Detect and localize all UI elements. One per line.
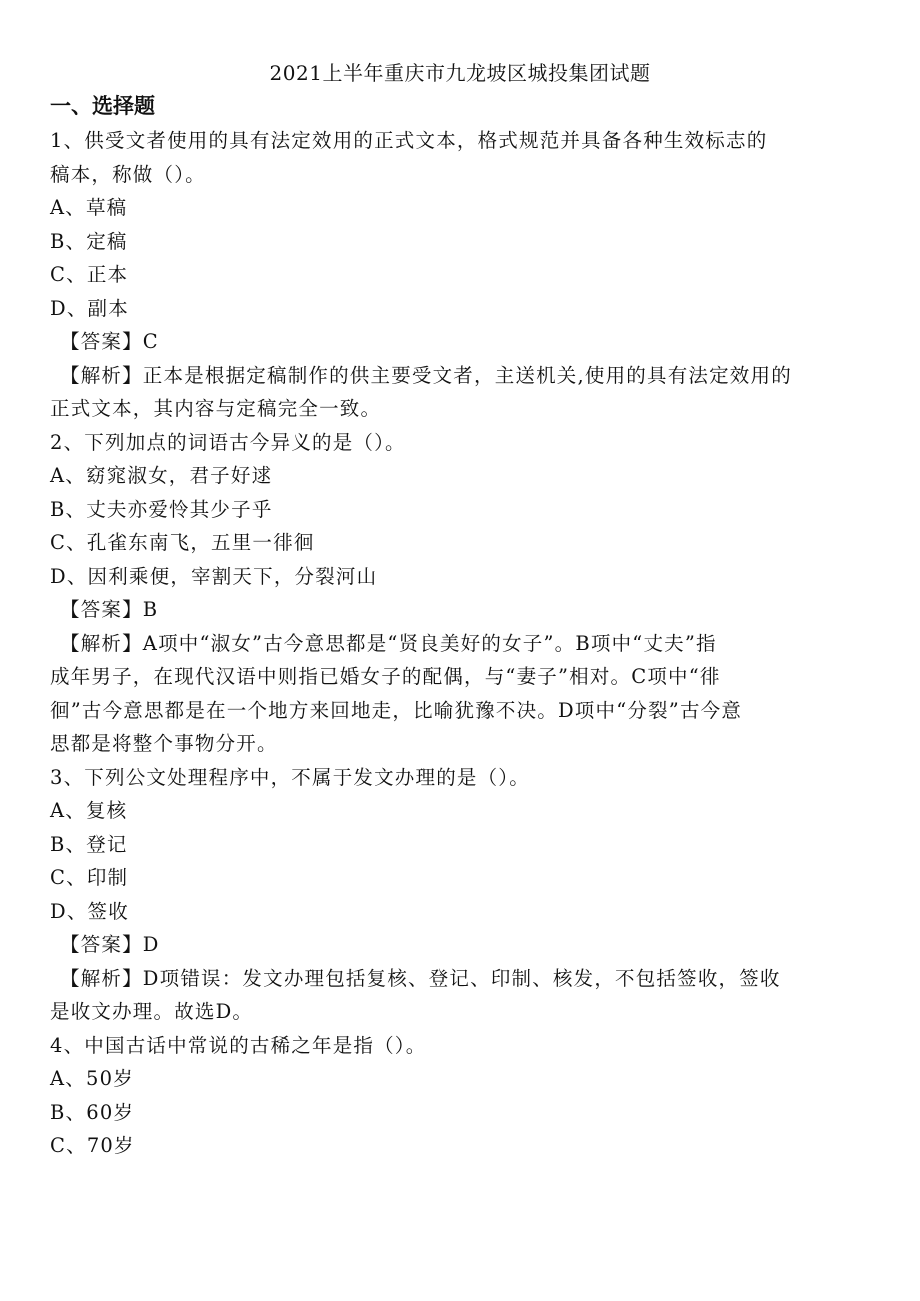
question-2-analysis-line-4: 思都是将整个事物分开。 (50, 732, 278, 755)
question-1-option-d: D、副本 (50, 296, 129, 320)
question-3-option-d: D、签收 (50, 899, 129, 923)
question-1-stem-line-2: 稿本，称做（）。 (50, 162, 206, 186)
question-2-option-c: C、孔雀东南飞，五里一徘徊 (50, 531, 315, 554)
question-3-analysis-line-1: 【解析】D项错误：发文办理包括复核、登记、印制、核发，不包括签收，签收 (60, 966, 781, 990)
question-4-option-a: A、50岁 (50, 1067, 134, 1090)
question-3-stem: 3、下列公文处理程序中，不属于发文办理的是（）。 (50, 765, 530, 789)
question-2-analysis-line-2: 成年男子，在现代汉语中则指已婚女子的配偶，与“妻子”相对。C项中“徘 (50, 665, 721, 688)
question-1-answer: 【答案】C (60, 330, 159, 353)
question-3-option-b: B、登记 (50, 832, 128, 856)
question-2-answer: 【答案】B (60, 598, 159, 621)
document-title: 2021上半年重庆市九龙坡区城投集团试题 (269, 61, 651, 85)
question-1-option-c: C、正本 (50, 263, 129, 286)
question-2-option-b: B、丈夫亦爱怜其少子乎 (50, 497, 273, 521)
document-body (50, 124, 872, 1163)
question-2-analysis-line-3: 徊”古今意思都是在一个地方来回地走，比喻犹豫不决。D项中“分裂”古今意 (50, 698, 743, 722)
question-2-option-a: A、窈窕淑女，君子好逑 (50, 464, 273, 487)
question-3-analysis-line-2: 是收文办理。故选D。 (50, 1000, 254, 1023)
question-3-option-a: A、复核 (50, 799, 128, 822)
question-2-stem: 2、下列加点的词语古今异义的是（）。 (50, 430, 406, 454)
question-2-option-d: D、因利乘便，宰割天下，分裂河山 (50, 564, 378, 588)
question-3-answer: 【答案】D (60, 933, 160, 956)
question-4-stem: 4、中国古话中常说的古稀之年是指（）。 (50, 1033, 427, 1057)
question-1-option-a: A、草稿 (50, 196, 128, 219)
question-1-analysis-line-1: 【解析】正本是根据定稿制作的供主要受文者，主送机关,使用的具有法定效用的 (60, 363, 792, 387)
question-1-option-b: B、定稿 (50, 229, 128, 253)
question-4-option-b: B、60岁 (50, 1100, 135, 1124)
question-2-analysis-line-1: 【解析】A项中“淑女”古今意思都是“贤良美好的女子”。B项中“丈夫”指 (60, 631, 717, 655)
question-4-option-c: C、70岁 (50, 1134, 135, 1157)
question-3-option-c: C、印制 (50, 866, 129, 889)
question-1-stem-line-1: 1、供受文者使用的具有法定效用的正式文本，格式规范并具备各种生效标志的 (50, 129, 768, 152)
question-1-analysis-line-2: 正式文本，其内容与定稿完全一致。 (50, 397, 382, 420)
section-heading: 一、选择题 (50, 94, 155, 118)
